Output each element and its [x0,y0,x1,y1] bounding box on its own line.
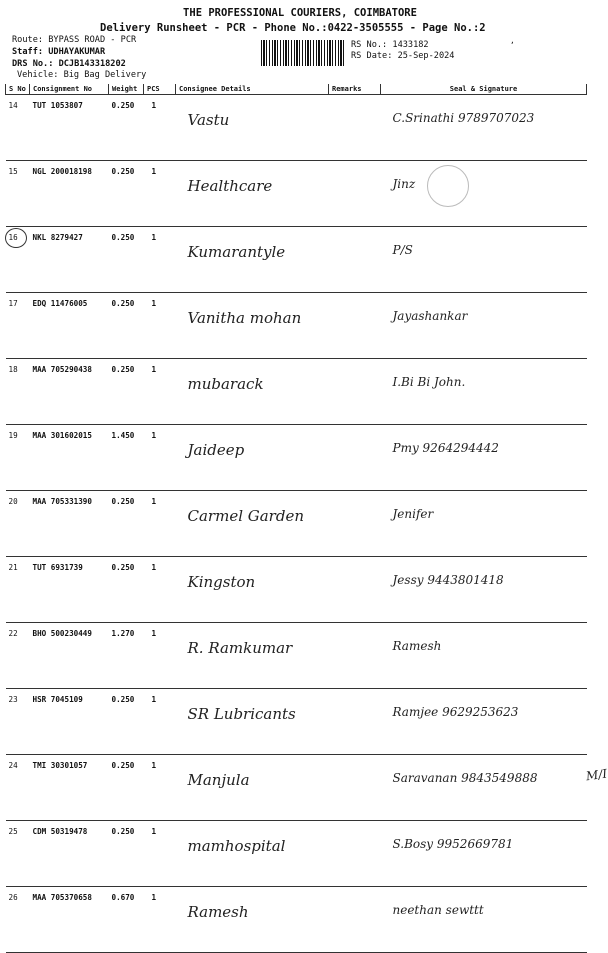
signature-text: Saravanan 9843549888 [392,771,538,785]
table-row [6,689,587,755]
consignee-name: Ramesh [187,903,249,921]
sno-text: 24 [8,761,18,770]
signature-cell [381,623,587,689]
weight-text: 0.250 [111,167,135,176]
pcs-text: 1 [151,827,157,836]
weight-cell [109,161,144,227]
consignment-cell [30,623,109,689]
sno-cell [6,689,30,755]
col-sno: S No [6,84,30,95]
sno-cell [6,623,30,689]
consignment-text: NKL 8279427 [32,233,83,242]
consignment-cell [30,161,109,227]
pcs-text: 1 [151,893,157,902]
col-consignee: Consignee Details [176,84,329,95]
consignment-text: TMI 30301057 [32,761,88,770]
table-row [6,557,587,623]
sno-text: 21 [8,563,18,572]
sno-cell [6,887,30,953]
weight-text: 0.250 [111,365,135,374]
weight-text: 0.250 [111,101,135,110]
sno-cell [6,557,30,623]
signature-cell [381,821,587,887]
signature-cell [381,557,587,623]
pcs-text: 1 [151,761,157,770]
signature-text: Ramjee 9629253623 [392,705,519,719]
rs-number: RS No.: 1433182 [351,40,429,50]
consignee-cell [176,689,329,755]
table-row [6,623,587,689]
runsheet-table [5,84,587,953]
sno-cell [6,821,30,887]
consignee-name: Vanitha mohan [187,309,302,327]
remarks-cell [329,293,381,359]
consignment-cell [30,821,109,887]
sno-text: 18 [8,365,18,374]
weight-cell [109,359,144,425]
consignment-text: MAA 301602015 [32,431,92,440]
remarks-cell [329,623,381,689]
weight-cell [109,227,144,293]
footer-initials: M/I [585,766,608,784]
sno-cell [6,95,30,161]
weight-text: 0.250 [111,563,135,572]
pcs-cell [144,557,176,623]
route-label: Route: BYPASS ROAD - PCR [12,35,137,45]
weight-text: 1.450 [111,431,135,440]
signature-cell [381,293,587,359]
pcs-text: 1 [151,167,157,176]
drs-number: DRS No.: DCJB143318202 [12,59,126,69]
consignee-cell [176,227,329,293]
weight-text: 1.270 [111,629,135,638]
consignee-cell [176,95,329,161]
barcode [261,40,345,66]
consignment-cell [30,689,109,755]
consignment-cell [30,557,109,623]
sno-cell [6,491,30,557]
weight-cell [109,557,144,623]
consignee-cell [176,425,329,491]
consignee-cell [176,755,329,821]
table-row [6,887,587,953]
consignment-text: NGL 200018198 [32,167,92,176]
sno-text: 17 [8,299,18,308]
weight-cell [109,821,144,887]
signature-text: Jayashankar [392,309,468,323]
sno-cell [6,293,30,359]
weight-text: 0.250 [111,299,135,308]
consignment-text: TUT 6931739 [32,563,83,572]
consignee-cell [176,161,329,227]
weight-text: 0.250 [111,761,135,770]
consignee-name: Carmel Garden [187,507,304,525]
consignee-cell [176,293,329,359]
signature-text: neethan sewttt [392,903,484,917]
signature-text: P/S [392,243,413,257]
consignment-text: HSR 7045109 [32,695,83,704]
pcs-cell [144,887,176,953]
pcs-text: 1 [151,497,157,506]
pcs-text: 1 [151,629,157,638]
consignee-cell [176,557,329,623]
signature-cell [381,95,587,161]
weight-cell [109,887,144,953]
pcs-cell [144,821,176,887]
signature-text: Jessy 9443801418 [392,573,504,587]
table-row [6,293,587,359]
weight-text: 0.250 [111,695,135,704]
sno-cell [6,425,30,491]
company-title: THE PROFESSIONAL COURIERS, COIMBATORE [183,7,417,19]
col-remarks: Remarks [329,84,381,95]
pcs-text: 1 [151,299,157,308]
consignment-text: BHO 500230449 [32,629,92,638]
remarks-cell [329,821,381,887]
signature-cell [381,491,587,557]
consignment-text: EDQ 11476005 [32,299,88,308]
pcs-cell [144,425,176,491]
remarks-cell [329,557,381,623]
remarks-cell [329,425,381,491]
sno-text: 14 [8,101,18,110]
table-row [6,425,587,491]
table-row [6,755,587,821]
signature-cell [381,689,587,755]
table-row [6,821,587,887]
table-header-row [6,84,587,95]
signature-text: S.Bosy 9952669781 [392,837,514,851]
pcs-text: 1 [151,365,157,374]
consignment-cell [30,491,109,557]
consignment-cell [30,95,109,161]
weight-cell [109,623,144,689]
table-row [6,491,587,557]
remarks-cell [329,491,381,557]
consignment-cell [30,359,109,425]
remarks-cell [329,887,381,953]
consignment-text: MAA 705290438 [32,365,92,374]
consignment-text: CDM 50319478 [32,827,88,836]
sno-cell [6,161,30,227]
table-row [6,95,587,161]
sno-text: 20 [8,497,18,506]
pcs-cell [144,689,176,755]
table-row [6,359,587,425]
sno-text: 22 [8,629,18,638]
tick-mark: , [510,36,515,45]
circle-mark [5,228,27,248]
staff-label: Staff: UDHAYAKUMAR [12,47,106,57]
consignee-cell [176,491,329,557]
consignment-cell [30,293,109,359]
sno-text: 16 [8,233,18,242]
signature-cell [381,161,587,227]
consignee-name: Manjula [187,771,250,789]
table-row [6,161,587,227]
pcs-text: 1 [151,101,157,110]
consignee-name: SR Lubricants [187,705,296,723]
weight-cell [109,755,144,821]
pcs-cell [144,95,176,161]
signature-text: I.Bi Bi John. [392,375,466,389]
weight-text: 0.250 [111,497,135,506]
remarks-cell [329,95,381,161]
sno-text: 25 [8,827,18,836]
remarks-cell [329,689,381,755]
pcs-text: 1 [151,695,157,704]
signature-text: Jenifer [392,507,434,521]
runsheet-subtitle: Delivery Runsheet - PCR - Phone No.:0422-3505555 - Page No.:2 [100,22,486,34]
table-row [6,227,587,293]
signature-cell [381,425,587,491]
pcs-cell [144,293,176,359]
signature-text: Ramesh [392,639,442,653]
remarks-cell [329,227,381,293]
col-pcs: PCS [144,84,176,95]
sno-text: 23 [8,695,18,704]
consignment-cell [30,887,109,953]
consignee-name: mamhospital [187,837,286,855]
consignee-name: Kumarantyle [187,243,286,261]
remarks-cell [329,161,381,227]
weight-cell [109,293,144,359]
consignment-cell [30,425,109,491]
consignment-text: MAA 705370658 [32,893,92,902]
pcs-cell [144,227,176,293]
sno-text: 26 [8,893,18,902]
weight-cell [109,689,144,755]
signature-cell [381,755,587,821]
consignee-cell [176,821,329,887]
pcs-cell [144,623,176,689]
pcs-cell [144,491,176,557]
consignee-name: Jaideep [187,441,245,459]
signature-text: C.Srinathi 9789707023 [392,111,535,125]
rs-date: RS Date: 25-Sep-2024 [351,51,455,61]
remarks-cell [329,755,381,821]
weight-text: 0.250 [111,233,135,242]
weight-cell [109,95,144,161]
pcs-text: 1 [151,563,157,572]
pcs-cell [144,161,176,227]
consignee-cell [176,887,329,953]
pcs-cell [144,755,176,821]
company-stamp [427,165,469,207]
consignee-cell [176,623,329,689]
col-weight: Weight [109,84,144,95]
pcs-text: 1 [151,431,157,440]
signature-cell [381,359,587,425]
weight-cell [109,425,144,491]
sno-cell [6,359,30,425]
consignment-text: TUT 1053807 [32,101,83,110]
consignee-name: Healthcare [187,177,273,195]
weight-text: 0.250 [111,827,135,836]
consignee-cell [176,359,329,425]
signature-cell [381,887,587,953]
weight-text: 0.670 [111,893,135,902]
signature-text: Jinz [392,177,416,191]
consignee-name: mubarack [187,375,264,393]
sno-text: 19 [8,431,18,440]
remarks-cell [329,359,381,425]
signature-text: Pmy 9264294442 [392,441,499,455]
consignment-cell [30,227,109,293]
consignee-name: Kingston [187,573,256,591]
weight-cell [109,491,144,557]
consignment-text: MAA 705331390 [32,497,92,506]
consignee-name: R. Ramkumar [187,639,293,657]
col-consignment: Consignment No [30,84,109,95]
consignee-name: Vastu [187,111,230,129]
sno-cell [6,227,30,293]
vehicle-label: Vehicle: Big Bag Delivery [17,70,147,80]
pcs-text: 1 [151,233,157,242]
col-signature: Seal & Signature [381,84,587,95]
sno-cell [6,755,30,821]
signature-cell [381,227,587,293]
consignment-cell [30,755,109,821]
sno-text: 15 [8,167,18,176]
pcs-cell [144,359,176,425]
